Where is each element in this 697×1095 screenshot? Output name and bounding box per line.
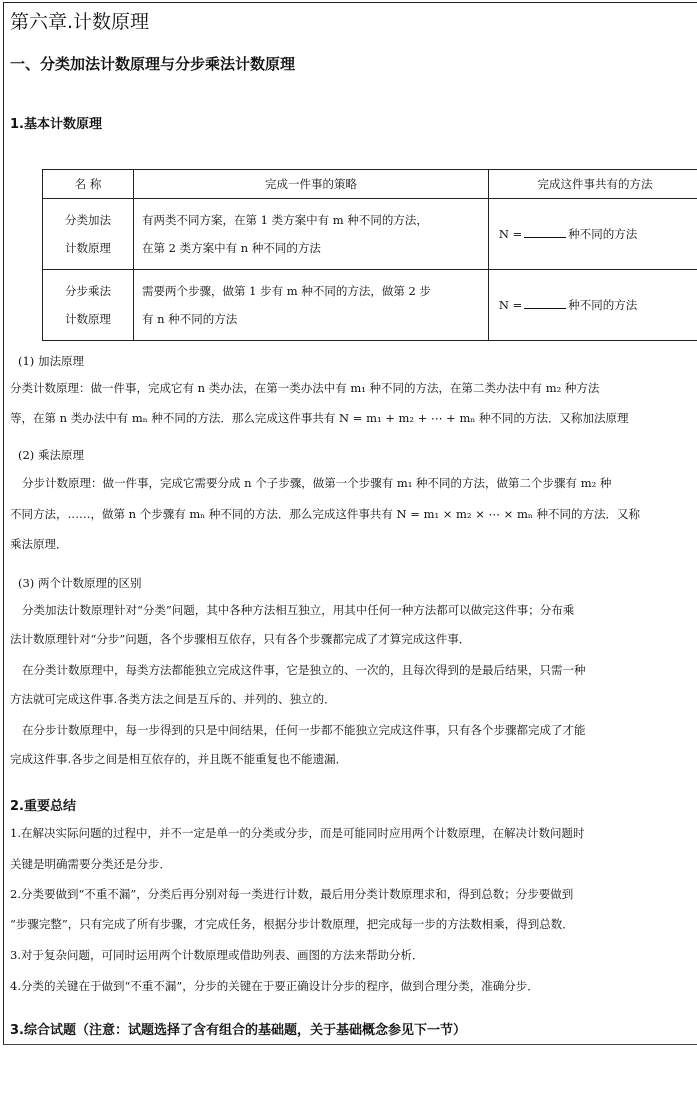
cell-text: 需要两个步骤，做第 1 步有 m 种不同的方法，做第 2 步 [142, 284, 431, 298]
paragraph-line: 等，在第 n 类办法中有 mₙ 种不同的方法．那么完成这件事共有 N = m₁ + m₂ + ⋯ + mₙ 种不同的方法．又称加法原理 [10, 411, 629, 425]
subsection-title-exercises: 3.综合试题（注意：试题选择了含有组合的基础题，关于基础概念参见下一节） [10, 1023, 466, 1038]
summary-line: “步骤完整”，只有完成了所有步骤，才完成任务，根据分步计数原理，把完成每一步的方法数相乘，得到总数． [10, 917, 574, 931]
summary-line: 2.分类要做到“不重不漏”，分类后再分别对每一类进行计数，最后用分类计数原理求和，得到总数；分步要做到 [10, 887, 574, 901]
section-title: 一、分类加法计数原理与分步乘法计数原理 [10, 55, 296, 73]
summary-line: 3.对于复杂问题，可同时运用两个计数原理或借助列表、画图的方法来帮助分析． [10, 948, 424, 962]
formula-prefix: N = [498, 298, 523, 312]
cell-text: 有 n 种不同的方法 [142, 312, 238, 326]
cell-text: 有两类不同方案，在第 1 类方案中有 m 种不同的方法， [142, 213, 428, 227]
formula-suffix: 种不同的方法 [568, 298, 638, 312]
cell-text: 在第 2 类方案中有 n 种不同的方法 [142, 241, 321, 255]
fill-blank [524, 237, 566, 238]
counting-principle-table [42, 169, 697, 341]
table-cell-name [43, 199, 134, 270]
paragraph-heading: (2) 乘法原理 [18, 448, 84, 462]
paragraph-line: 在分类计数原理中，每类方法都能独立完成这件事，它是独立的、一次的，且每次得到的是最后结果，只需一种 [22, 663, 586, 677]
paragraph-line: 完成这件事.各步之间是相互依存的，并且既不能重复也不能遗漏． [10, 752, 348, 766]
formula-prefix: N = [498, 227, 523, 241]
summary-line: 1.在解决实际问题的过程中，并不一定是单一的分类或分步，而是可能同时应用两个计数原理，在解决计数问题时 [10, 826, 585, 840]
table-cell-result [488, 199, 697, 270]
table-header-cell: 完成这件事共有的方法 [488, 170, 697, 199]
page-frame [3, 2, 697, 1045]
chapter-title: 第六章.计数原理 [10, 11, 150, 33]
table-cell-result [488, 270, 697, 341]
page-bottom-rule [3, 1044, 697, 1045]
paragraph-line: 不同方法，……，做第 n 个步骤有 mₙ 种不同的方法．那么完成这件事共有 N = m₁ × m₂ × ⋯ × mₙ 种不同的方法．又称 [10, 507, 640, 521]
table-row [43, 199, 697, 270]
paragraph-line: 在分步计数原理中，每一步得到的只是中间结果，任何一步都不能独立完成这件事，只有各个步骤都完成了才能 [22, 723, 586, 737]
paragraph-line: 分类加法计数原理针对“分类”问题，其中各种方法相互独立，用其中任何一种方法都可以做完这件事；分布乘 [22, 603, 575, 617]
cell-text: 计数原理 [65, 312, 111, 326]
table-header-cell: 完成一件事的策略 [134, 170, 489, 199]
table-cell-strategy [134, 270, 489, 341]
table-cell-strategy [134, 199, 489, 270]
formula-suffix: 种不同的方法 [568, 227, 638, 241]
paragraph-line: 方法就可完成这件事.各类方法之间是互斥的、并列的、独立的． [10, 692, 336, 706]
paragraph-line: 分类计数原理：做一件事，完成它有 n 类办法，在第一类办法中有 m₁ 种不同的方法，在第二类办法中有 m₂ 种方法 [10, 381, 600, 395]
paragraph-line: 分步计数原理：做一件事，完成它需要分成 n 个子步骤，做第一个步骤有 m₁ 种不同的方法，做第二个步骤有 m₂ 种 [22, 476, 612, 490]
subsection-title-summary: 2.重要总结 [10, 799, 76, 814]
summary-line: 4.分类的关键在于做到“不重不漏”，分步的关键在于要正确设计分步的程序，做到合理分类，准确分步． [10, 979, 539, 993]
paragraph-heading: (1) 加法原理 [18, 354, 84, 368]
table-cell-name [43, 270, 134, 341]
cell-text: 分步乘法 [65, 284, 111, 298]
fill-blank [524, 308, 566, 309]
paragraph-line: 法计数原理针对“分步”问题，各个步骤相互依存，只有各个步骤都完成了才算完成这件事． [10, 632, 471, 646]
cell-text: 计数原理 [65, 241, 111, 255]
subsection-title-basic: 1.基本计数原理 [10, 117, 102, 132]
cell-text: 分类加法 [65, 213, 111, 227]
table-header-cell: 名 称 [43, 170, 134, 199]
paragraph-line: 乘法原理． [10, 537, 68, 551]
table-row [43, 270, 697, 341]
summary-line: 关键是明确需要分类还是分步． [10, 857, 171, 871]
table-header-row [43, 170, 697, 199]
paragraph-heading: (3) 两个计数原理的区别 [18, 576, 142, 590]
